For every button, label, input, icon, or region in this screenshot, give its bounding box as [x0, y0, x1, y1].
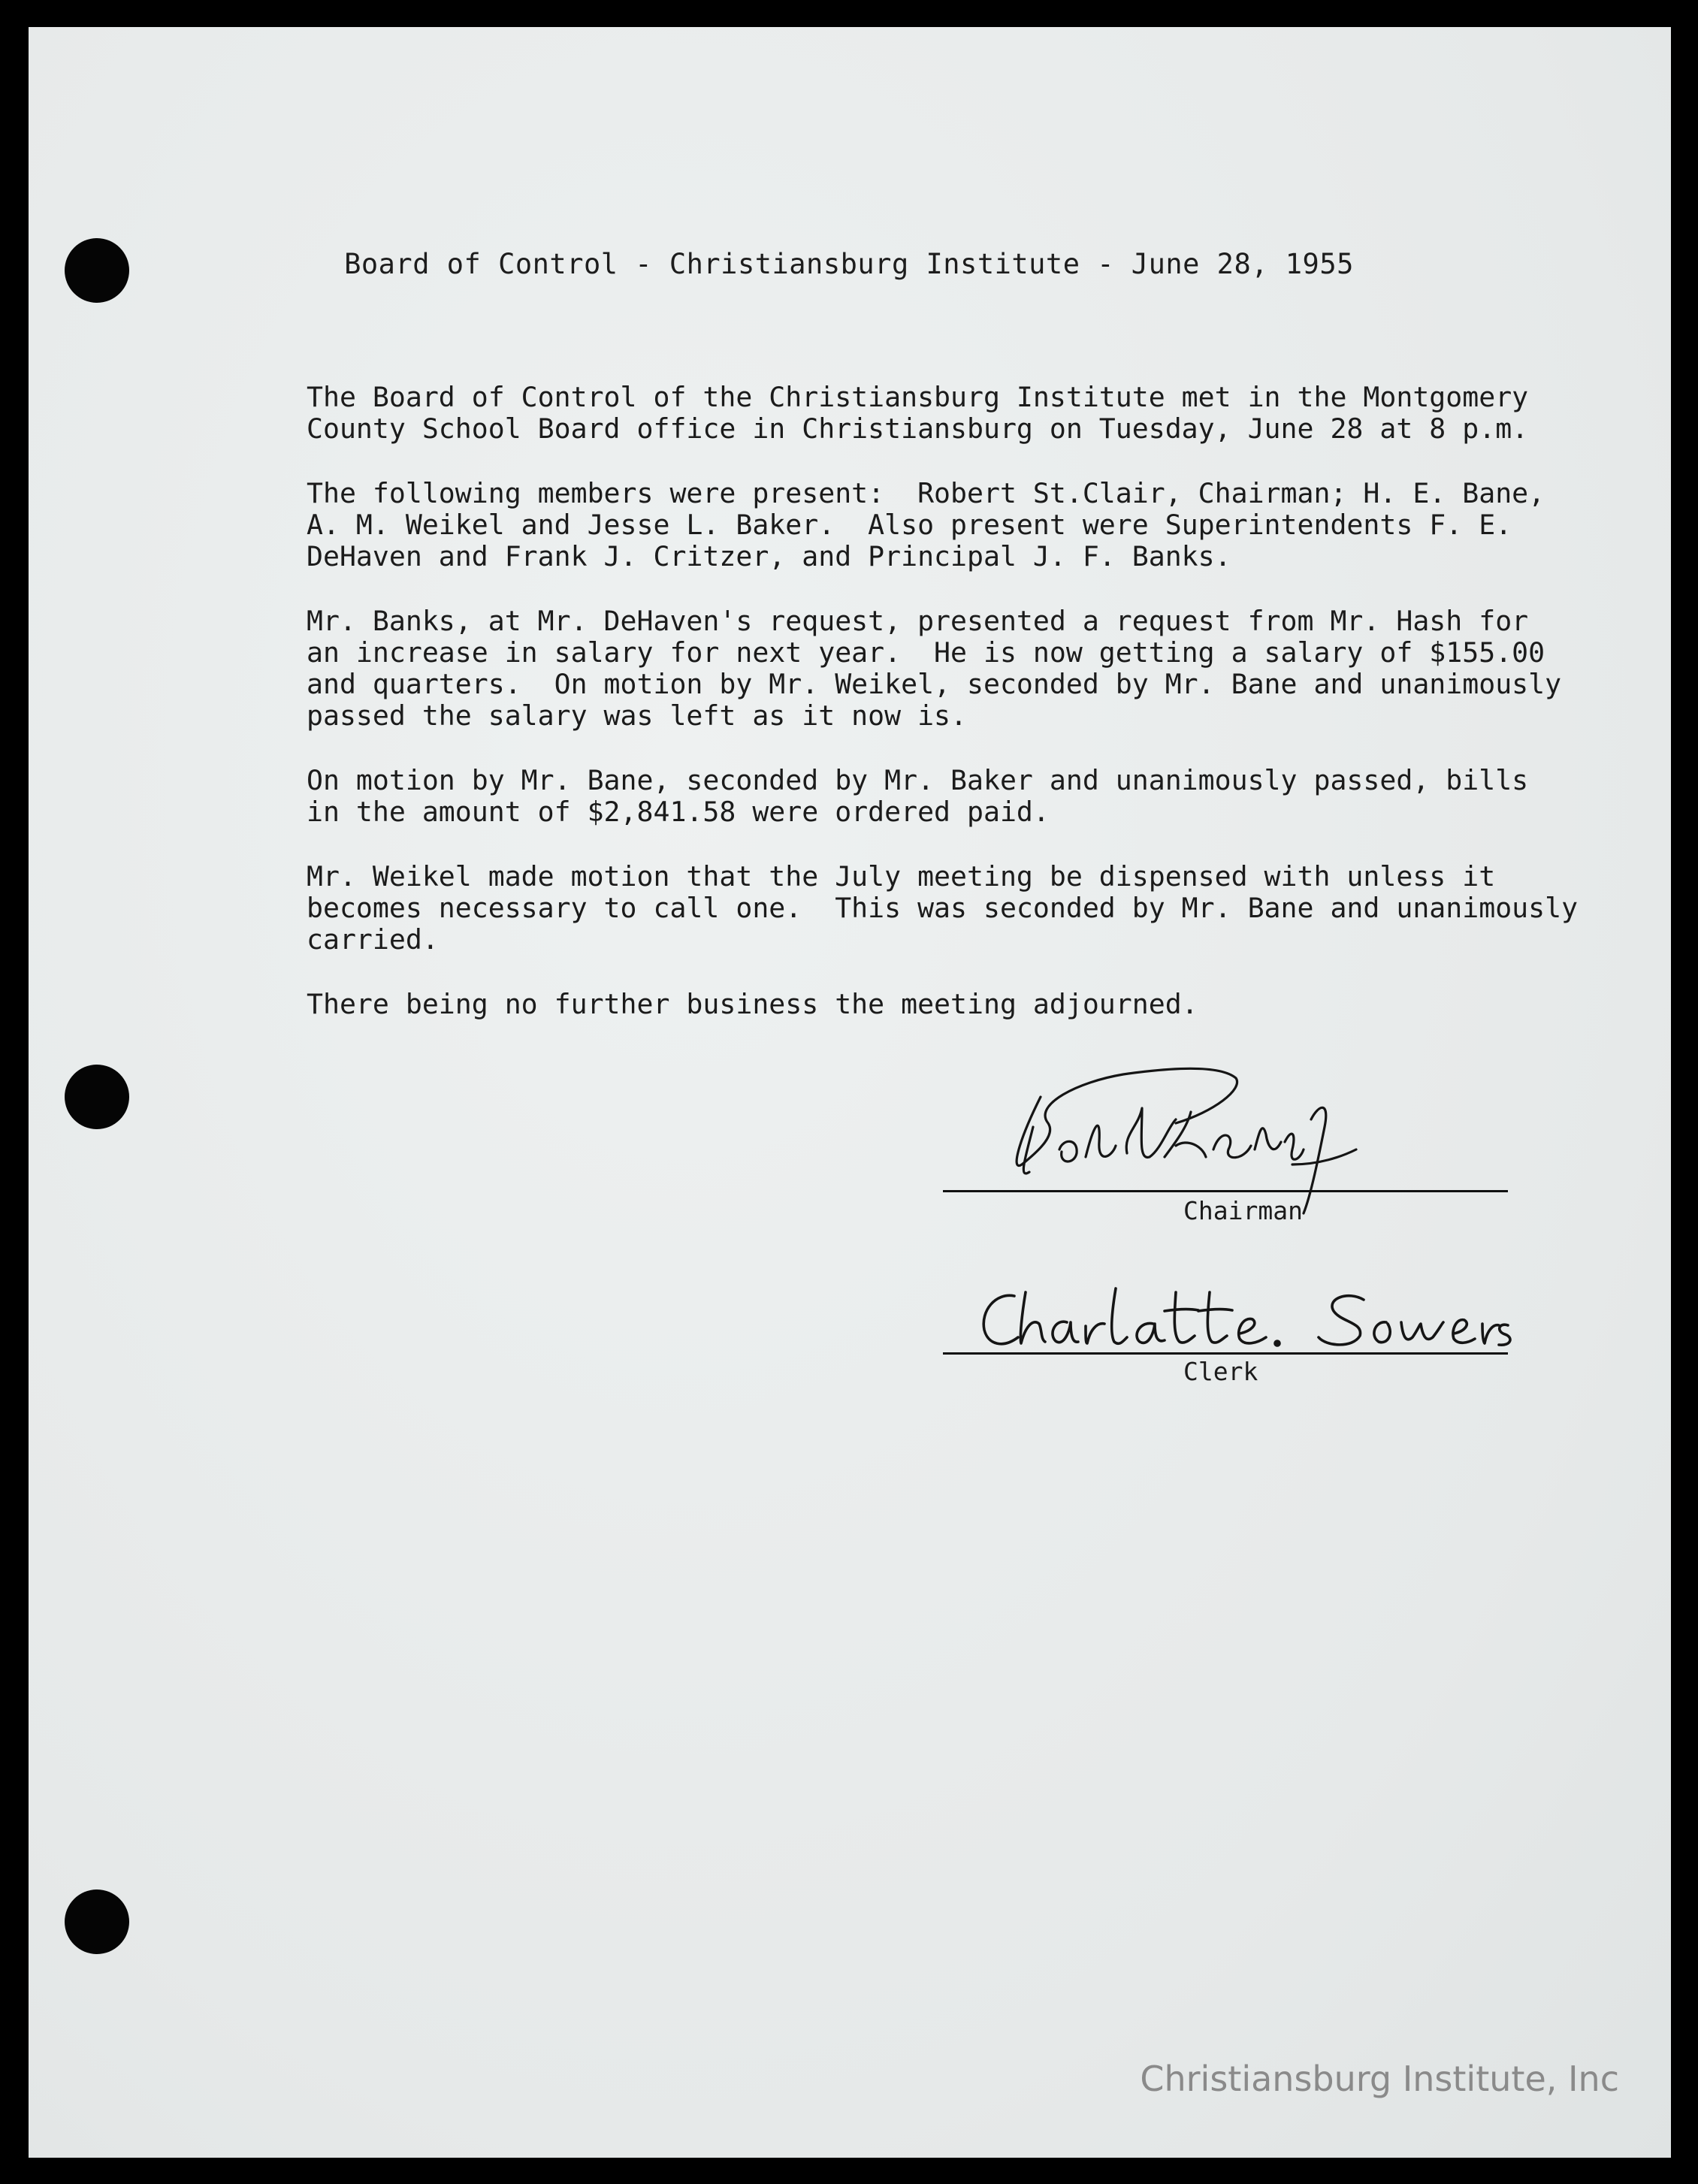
clerk-label: Clerk	[1183, 1357, 1258, 1386]
paragraph-july-meeting: Mr. Weikel made motion that the July meeting be dispensed with unless it becomes necessary to call one. This was seconded by Mr. Bane and unanimously carried.	[307, 860, 1579, 956]
paragraph-bills-paid: On motion by Mr. Bane, seconded by Mr. Baker and unanimously passed, bills in the amount of $2,841.58 were ordered paid.	[307, 764, 1529, 828]
punch-hole-bottom	[65, 1889, 129, 1954]
paragraph-adjournment: There being no further business the meeting adjourned.	[307, 988, 1198, 1020]
document-title: Board of Control - Christiansburg Institute - June 28, 1955	[344, 248, 1354, 280]
chairman-signature-block	[943, 1052, 1508, 1232]
punch-hole-middle	[65, 1065, 129, 1129]
clerk-signature	[973, 1277, 1514, 1360]
paragraph-members-present: The following members were present: Robert St.Clair, Chairman; H. E. Bane, A. M. Weikel and Jesse L. Baker. Also present were Superintendents F. E. DeHaven and Frank J. Critzer, and Principal J. F. Banks.	[307, 477, 1545, 572]
paragraph-salary-request: Mr. Banks, at Mr. DeHaven's request, presented a request from Mr. Hash for an increase in salary for next year. He is now getting a salary of $155.00 and quarters. On motion by Mr. Weikel, seconded by Mr. Bane and unanimously passed the salary was left as it now is.	[307, 605, 1562, 732]
clerk-signature-line	[943, 1352, 1508, 1355]
clerk-signature-block	[943, 1277, 1508, 1390]
chairman-signature-line	[943, 1190, 1508, 1192]
chairman-label: Chairman	[1183, 1196, 1303, 1225]
watermark: Christiansburg Institute, Inc	[1140, 2059, 1619, 2099]
paragraph-meeting-location: The Board of Control of the Christiansburg Institute met in the Montgomery County School Board office in Christiansburg on Tuesday, June 28 at 8 p.m.	[307, 381, 1529, 445]
document-body	[307, 382, 1599, 1053]
